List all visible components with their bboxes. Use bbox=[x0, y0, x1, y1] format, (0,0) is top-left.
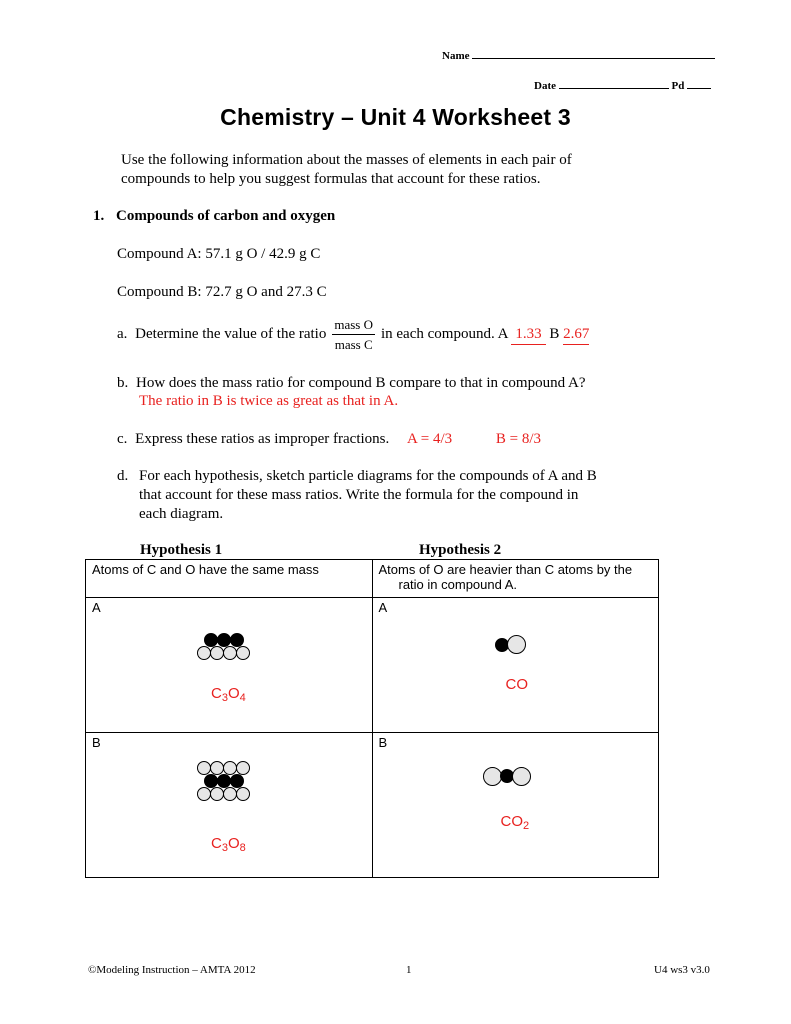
part-b-label: b. bbox=[117, 375, 129, 391]
part-d-label: d. bbox=[117, 468, 129, 484]
part-a-label: a. bbox=[117, 325, 128, 342]
q1-number: 1. bbox=[93, 208, 105, 224]
part-c-answer-b: B = 8/3 bbox=[495, 431, 542, 447]
oxygen-atom bbox=[197, 761, 211, 775]
oxygen-atom bbox=[210, 787, 224, 801]
hypothesis-1-title: Hypothesis 1 bbox=[140, 542, 223, 558]
formula-subscript: 8 bbox=[239, 842, 246, 854]
oxygen-atom bbox=[236, 761, 250, 775]
table-row-b bbox=[86, 733, 659, 878]
formula-h1-b bbox=[211, 835, 246, 854]
oxygen-atom bbox=[483, 767, 502, 786]
h2-cell-a[interactable] bbox=[372, 598, 659, 733]
oxygen-atom bbox=[507, 635, 526, 654]
h2-row-b-label: B bbox=[378, 735, 388, 750]
oxygen-atom bbox=[223, 761, 237, 775]
h2-description bbox=[372, 560, 659, 598]
formula-subscript: 3 bbox=[221, 842, 228, 854]
footer-version: U4 ws3 v3.0 bbox=[654, 964, 710, 976]
formula-element: CO bbox=[500, 813, 523, 830]
oxygen-atom bbox=[210, 761, 224, 775]
formula-subscript: 4 bbox=[239, 692, 246, 704]
carbon-atom bbox=[230, 633, 244, 647]
date-label: Date bbox=[534, 80, 556, 92]
q1-heading bbox=[93, 207, 335, 226]
formula-element: O bbox=[227, 835, 240, 852]
carbon-atom bbox=[204, 774, 218, 788]
name-label: Name bbox=[442, 50, 470, 62]
formula-subscript: 3 bbox=[221, 692, 228, 704]
h2-cell-b[interactable] bbox=[372, 733, 659, 878]
oxygen-atom bbox=[197, 787, 211, 801]
table-row-a bbox=[86, 598, 659, 733]
oxygen-atom bbox=[512, 767, 531, 786]
compound-a-text: Compound A: 57.1 g O / 42.9 g C bbox=[117, 246, 321, 262]
h1-description: Atoms of C and O have the same mass bbox=[86, 560, 373, 598]
hypothesis-2-title: Hypothesis 2 bbox=[419, 542, 502, 558]
carbon-atom bbox=[204, 633, 218, 647]
footer-page-number: 1 bbox=[406, 964, 412, 976]
carbon-atom bbox=[217, 633, 231, 647]
h1-row-b-label: B bbox=[92, 735, 101, 750]
oxygen-atom bbox=[236, 646, 250, 660]
part-a bbox=[117, 317, 589, 352]
oxygen-atom bbox=[223, 787, 237, 801]
part-b-text: How does the mass ratio for compound B compare to that in compound A? bbox=[136, 375, 586, 391]
formula-h2-b bbox=[501, 813, 530, 832]
carbon-atom bbox=[230, 774, 244, 788]
formula-element: C bbox=[211, 835, 222, 852]
part-b bbox=[117, 374, 586, 393]
name-field bbox=[442, 47, 715, 62]
part-c-answer-a: A = 4/3 bbox=[407, 431, 453, 447]
part-a-text-after: in each compound. A bbox=[380, 325, 508, 342]
formula-element: C bbox=[211, 685, 222, 702]
h1-cell-b[interactable] bbox=[86, 733, 373, 878]
answer-ratio-a[interactable]: 1.33 bbox=[511, 325, 545, 345]
answer-ratio-b[interactable]: 2.67 bbox=[563, 325, 589, 345]
formula-subscript: 2 bbox=[523, 820, 530, 832]
hypothesis-table bbox=[85, 559, 659, 878]
h2-description-text: Atoms of O are heavier than C atoms by the ratio in compound A. bbox=[378, 562, 633, 592]
ratio-numerator: mass O bbox=[332, 317, 375, 335]
pd-line[interactable] bbox=[687, 77, 711, 89]
compound-b-text: Compound B: 72.7 g O and 27.3 C bbox=[117, 284, 327, 300]
page-title: Chemistry – Unit 4 Worksheet 3 bbox=[220, 104, 571, 130]
formula-element: O bbox=[227, 685, 240, 702]
carbon-atom bbox=[217, 774, 231, 788]
part-a-b-label: B bbox=[549, 325, 560, 342]
ratio-denominator: mass C bbox=[334, 337, 373, 352]
part-c bbox=[117, 430, 541, 449]
h2-row-a-label: A bbox=[378, 600, 388, 615]
part-c-label: c. bbox=[117, 431, 128, 447]
name-line[interactable] bbox=[472, 47, 715, 59]
footer-copyright: ©Modeling Instruction – AMTA 2012 bbox=[88, 964, 256, 976]
part-b-answer: The ratio in B is twice as great as that in A. bbox=[139, 393, 399, 409]
table-header-row bbox=[86, 560, 659, 598]
date-line[interactable] bbox=[559, 77, 669, 89]
part-d-text: For each hypothesis, sketch particle diagrams for the compounds of A and B that account for these mass ratios. Write the formula for the compound in each diagram. bbox=[139, 468, 597, 522]
part-c-text: Express these ratios as improper fractions. bbox=[135, 431, 390, 447]
oxygen-atom bbox=[197, 646, 211, 660]
date-pd-field bbox=[534, 77, 711, 92]
oxygen-atom bbox=[236, 787, 250, 801]
intro-text: Use the following information about the masses of elements in each pair of compounds to help you suggest formulas that account for these ratios. bbox=[121, 152, 572, 187]
part-d bbox=[117, 467, 597, 524]
h1-row-a-label: A bbox=[92, 600, 101, 615]
mass-ratio-fraction bbox=[332, 317, 375, 352]
h1-cell-a[interactable] bbox=[86, 598, 373, 733]
formula-h2-a bbox=[506, 676, 529, 693]
q1-title: Compounds of carbon and oxygen bbox=[116, 208, 336, 224]
oxygen-atom bbox=[223, 646, 237, 660]
oxygen-atom bbox=[210, 646, 224, 660]
part-a-text: Determine the value of the ratio bbox=[135, 325, 327, 342]
pd-label: Pd bbox=[671, 80, 685, 92]
formula-element: CO bbox=[505, 676, 528, 693]
formula-h1-a bbox=[211, 685, 246, 704]
